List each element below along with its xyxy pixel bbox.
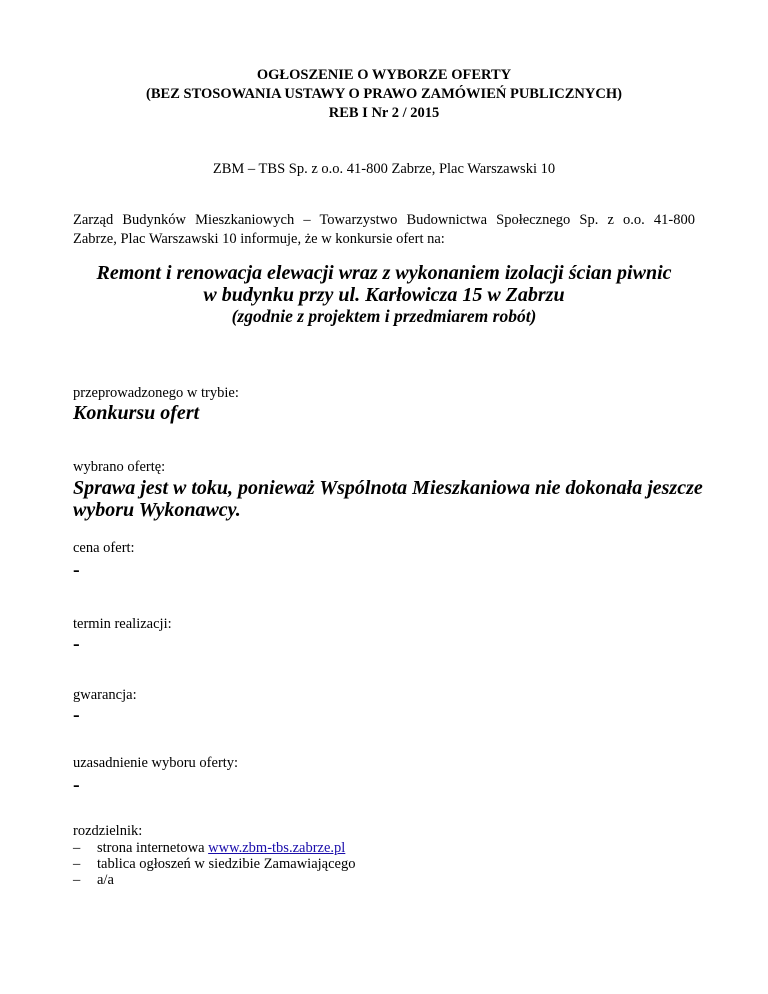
choice-value-line-1: Sprawa jest w toku, ponieważ Wspólnota Mieszkaniowa nie dokonała jeszcze (73, 477, 703, 499)
bullet-dash: – (73, 872, 81, 888)
warranty-value: - (73, 704, 80, 726)
deadline-label: termin realizacji: (73, 616, 172, 632)
company-address: ZBM – TBS Sp. z o.o. 41-800 Zabrze, Plac Warszawski 10 (212, 161, 556, 177)
bullet-dash: – (73, 840, 81, 856)
subject-line-1: Remont i renowacja elewacji wraz z wykonaniem izolacji ścian piwnic (96, 262, 672, 284)
mode-value: Konkursu ofert (73, 402, 200, 424)
distribution-item-website (73, 840, 355, 856)
choice-label: wybrano ofertę: (73, 459, 166, 475)
header-subtitle: (BEZ STOSOWANIA USTAWY O PRAWO ZAMÓWIEŃ PUBLICZNYCH) (146, 86, 622, 102)
distribution-item-archive (73, 872, 355, 888)
warranty-label: gwarancja: (73, 687, 137, 703)
mode-label: przeprowadzonego w trybie: (73, 385, 239, 401)
choice-value (73, 477, 713, 521)
price-label: cena ofert: (73, 540, 135, 556)
distribution-item-notice-board (73, 856, 355, 872)
bullet-dash: – (73, 856, 81, 872)
deadline-value: - (73, 633, 80, 655)
subject-line-2: w budynku przy ul. Karłowicza 15 w Zabrzu (203, 284, 565, 306)
header-title: OGŁOSZENIE O WYBORZE OFERTY (256, 67, 512, 83)
distribution-item-website-prefix: strona internetowa (97, 840, 209, 856)
tender-subject (0, 262, 768, 326)
intro-line-1: Zarząd Budynków Mieszkaniowych – Towarzystwo Budownictwa Społecznego Sp. z o.o. 41-800 (73, 212, 695, 228)
justification-label: uzasadnienie wyboru oferty: (73, 755, 239, 771)
intro-paragraph (73, 211, 695, 249)
intro-line-2: Zabrze, Plac Warszawski 10 informuje, że w konkursie ofert na: (73, 231, 445, 247)
subject-line-3: (zgodnie z projektem i przedmiarem robót) (231, 306, 537, 326)
announcement-header (0, 66, 768, 123)
website-link[interactable]: www.zbm-tbs.zabrze.pl (208, 840, 346, 856)
distribution-item-archive-text: a/a (97, 872, 114, 888)
distribution-item-notice-board-text: tablica ogłoszeń w siedzibie Zamawiającego (97, 856, 356, 872)
choice-value-line-2: wyboru Wykonawcy. (73, 499, 241, 521)
price-value: - (73, 559, 80, 581)
justification-value: - (73, 774, 80, 796)
header-reference-number: REB I Nr 2 / 2015 (328, 105, 440, 121)
distribution-list (73, 840, 355, 888)
distribution-label: rozdzielnik: (73, 823, 143, 839)
